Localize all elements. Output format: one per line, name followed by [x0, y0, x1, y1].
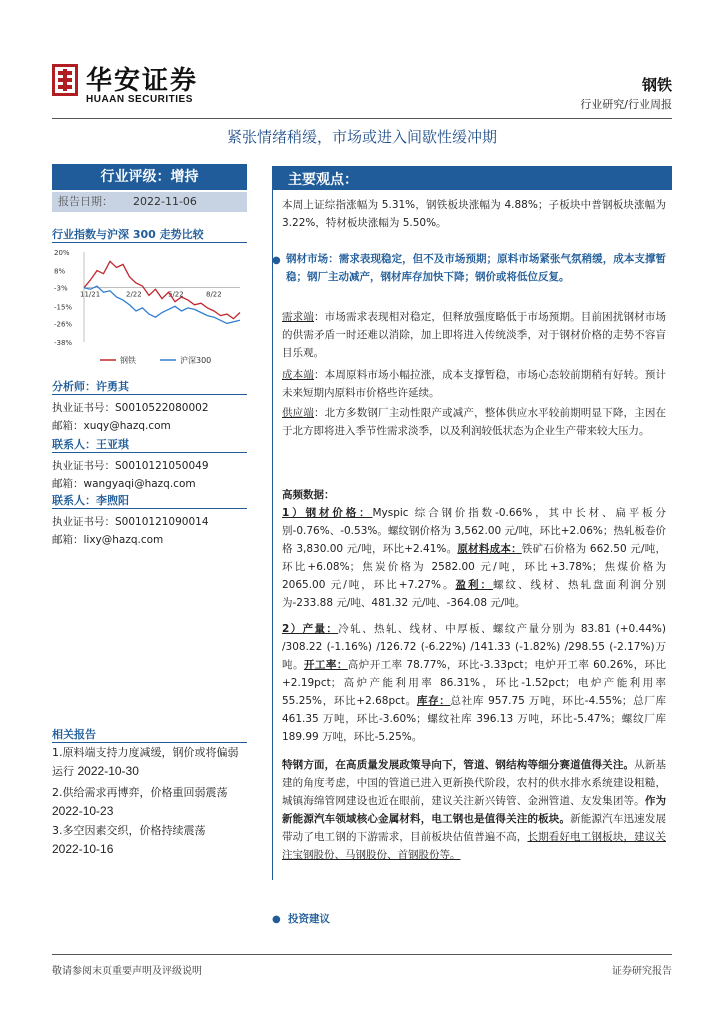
raw-cost-text: 铁矿石价格为 662.50 元/吨，环比+6.08%；焦炭价格为 2582.00 元/吨，环比+3.78%；焦煤价格为 2065.00 元/吨，环比+7.27%。 [282, 543, 666, 591]
related-reports-title: 相关报告 [52, 728, 96, 741]
analyst-rule-3 [52, 508, 247, 509]
steel-price-label: 1）钢材价格： [282, 507, 373, 519]
steel-price-text: Myspic 综合钢价指数-0.66%，其中长材、扁平板分别-0.76%、-0.53%。螺纹钢价格为 3,562.00 元/吨，环比+2.06%；热轧板卷价格 3,830.00 元/吨，环比+2.41%。 [282, 507, 666, 555]
demand-text: ：市场需求表现相对稳定，但释放强度略低于市场预期。目前困扰钢材市场的供需矛盾一时还难以消除，加上即将进入传统淡季，对于钢材价格的走势不容盲目乐观。 [282, 311, 666, 359]
electrical-steel-bold: 作为新能源汽车领域核心金属材料，电工钢也是值得关注的板块。 [282, 795, 666, 825]
profit-text: 螺纹、线材、热轧盘面利润分别为-233.88 元/吨、481.32 元/吨、-364.08 元/吨。 [282, 579, 667, 609]
industry-rating: 行业评级：增持 [52, 164, 247, 190]
operating-rate-text: 高炉开工率 78.77%，环比-3.33pct；电炉开工率 60.26%，环比+2.19pct；高炉产能利用率 86.31%，环比-1.52pct；电炉产能利用率 55.25%，环比+2.68pct。 [282, 659, 667, 707]
investment-advice-heading: 投资建议 [288, 913, 330, 925]
analyst-rule-1 [52, 394, 247, 395]
footer-disclaimer[interactable]: 敬请参阅末页重要声明及评级说明 [52, 966, 202, 977]
legend-label-1: 沪深300 [180, 356, 212, 365]
related-rule [52, 742, 247, 743]
y-tick-label-2: -3% [54, 284, 68, 293]
cost-text: ：本周原料市场小幅拉涨，成本支撑暂稳，市场心态较前期稍有好转。预计未来短期内原料市价格些许延续。 [282, 369, 666, 399]
output-label: 2）产量： [282, 623, 339, 635]
x-tick-label-3: 8/22 [206, 290, 222, 299]
logo-english-name: HUAAN SECURITIES [86, 94, 193, 105]
y-tick-label-4: -26% [54, 320, 73, 329]
bullet-icon-2: ● [272, 914, 281, 925]
bullet-icon: ● [272, 255, 281, 266]
analyst-2-cert: 执业证书号：S0010121050049 [52, 460, 209, 472]
electrical-steel-text: 新能源汽车迅速发展带动了电工钢的下游需求，目前板块估值普遍不高， [282, 813, 667, 843]
related-report-1-text: 1.原料端支持力度减缓，钢价或将偏弱运行 [52, 746, 239, 778]
report-date-value: 2022-11-06 [133, 195, 197, 208]
supply-label: 供应端 [282, 407, 315, 419]
document-type: 行业研究/行业周报 [580, 98, 672, 111]
cost-label: 成本端 [282, 369, 315, 381]
analyst-1-email[interactable]: 邮箱：xuqy@hazq.com [52, 420, 171, 432]
related-report-3-text: 3.多空因素交织，价格持续震荡 [52, 824, 206, 837]
analyst-1-role: 分析师：许勇其 [52, 380, 129, 393]
special-steel-text: 从新基建的角度考虑，中国的管道已进入更新换代阶段，农村的供水排水系统建设粗糙，城镇海绵管网建设也近在眼前，建议关注新兴铸管、金洲管道、友发集团等。 [282, 759, 666, 807]
steel-price-paragraph [282, 504, 666, 612]
report-title: 紧张情绪稍缓，市场或进入间歇性缓冲期 [226, 128, 497, 146]
sector-name: 钢铁 [641, 76, 672, 94]
raw-cost-label: 原材料成本： [457, 543, 522, 555]
special-steel-bold: 特钢方面，在高质量发展政策导向下，管道、钢结构等细分赛道值得关注。 [282, 759, 635, 771]
logo-chinese-name: 华安证券 [86, 66, 199, 96]
analyst-3-cert: 执业证书号：S0010121090014 [52, 516, 209, 528]
chart-title: 行业指数与沪深 300 走势比较 [52, 228, 204, 241]
cost-paragraph [282, 366, 666, 402]
main-left-border [272, 190, 273, 880]
main-points-label: 主要观点： [288, 172, 358, 188]
y-tick-label-3: -15% [54, 303, 73, 312]
x-tick-label-0: 11/21 [80, 290, 101, 299]
demand-paragraph [282, 308, 666, 362]
report-date-label: 报告日期： [58, 195, 113, 208]
y-tick-label-0: 20% [54, 249, 70, 257]
related-report-2[interactable] [52, 784, 247, 821]
related-report-1-date: 2022-10-30 [77, 764, 139, 778]
market-summary: 本周上证综指涨幅为 5.31%，钢铁板块涨幅为 4.88%；子板块中普钢板块涨幅为 3.22%，特材板块涨幅为 5.50%。 [282, 199, 666, 229]
report-date [52, 192, 247, 212]
related-report-2-date: 2022-10-23 [52, 804, 114, 818]
logo-mark [52, 64, 78, 96]
inventory-text: 总社库 957.75 万吨，环比-4.55%；总厂库 461.35 万吨，环比-3.60%；螺纹社库 396.13 万吨，环比-5.47%；螺纹厂库 189.99 万吨，环比-5.25%。 [282, 695, 666, 743]
output-text: 冷轧、热轧、线材、中厚板、螺纹产量分别为 83.81 (+0.44%) /308.22 (-1.16%) /126.72 (-6.22%) /141.33 (-1.82%) /298.55 (-2.17%)万吨。 [282, 623, 666, 671]
inventory-label: 库存： [416, 695, 451, 707]
legend-label-0: 钢铁 [120, 356, 136, 365]
footer-label: 证券研究报告 [612, 966, 672, 977]
analyst-3-role: 联系人：李煦阳 [52, 494, 129, 507]
index-chart-svg [52, 246, 247, 370]
chart-title-rule [52, 242, 247, 243]
header-divider [52, 118, 672, 119]
special-steel-paragraph [282, 756, 666, 864]
index-chart [52, 246, 247, 370]
x-tick-label-1: 2/22 [126, 290, 142, 299]
steel-market-heading: 钢材市场：需求表现稳定，但不及市场预期；原料市场紧张气氛稍缓，成本支撑暂稳；钢厂主动减产，钢材库存加快下降；钢价或将低位反复。 [286, 253, 666, 283]
footer-divider [52, 954, 672, 955]
analyst-3-email[interactable]: 邮箱：lixy@hazq.com [52, 534, 164, 546]
analyst-1-cert: 执业证书号：S0010522080002 [52, 402, 209, 414]
supply-paragraph [282, 404, 666, 440]
operating-rate-label: 开工率： [303, 659, 348, 671]
analyst-2-email[interactable]: 邮箱：wangyaqi@hazq.com [52, 478, 196, 490]
electrical-steel-recommend: 长期看好电工钢板块，建议关注宝钢股份、马钢股份、首钢股份等。 [282, 831, 667, 861]
y-tick-label-5: -38% [54, 339, 73, 347]
output-paragraph [282, 620, 666, 746]
demand-label: 需求端 [282, 311, 315, 323]
supply-text: ：北方多数钢厂主动性限产或减产，整体供应水平较前期明显下降，主因在于北方即将进入季节性需求淡季，以及利润较低状态为企业生产带来较大压力。 [282, 407, 666, 437]
related-report-3[interactable] [52, 822, 247, 859]
related-report-2-text: 2.供给需求再博弈，价格重回弱震荡 [52, 786, 228, 799]
analyst-rule-2 [52, 452, 247, 453]
x-tick-label-2: 5/22 [168, 290, 184, 299]
analyst-2-role: 联系人：王亚琪 [52, 438, 129, 451]
profit-label: 盈利： [455, 579, 493, 591]
related-report-3-date: 2022-10-16 [52, 842, 114, 856]
related-report-1[interactable] [52, 744, 247, 781]
y-tick-label-1: 8% [54, 267, 66, 276]
high-freq-title: 高频数据： [282, 489, 335, 501]
